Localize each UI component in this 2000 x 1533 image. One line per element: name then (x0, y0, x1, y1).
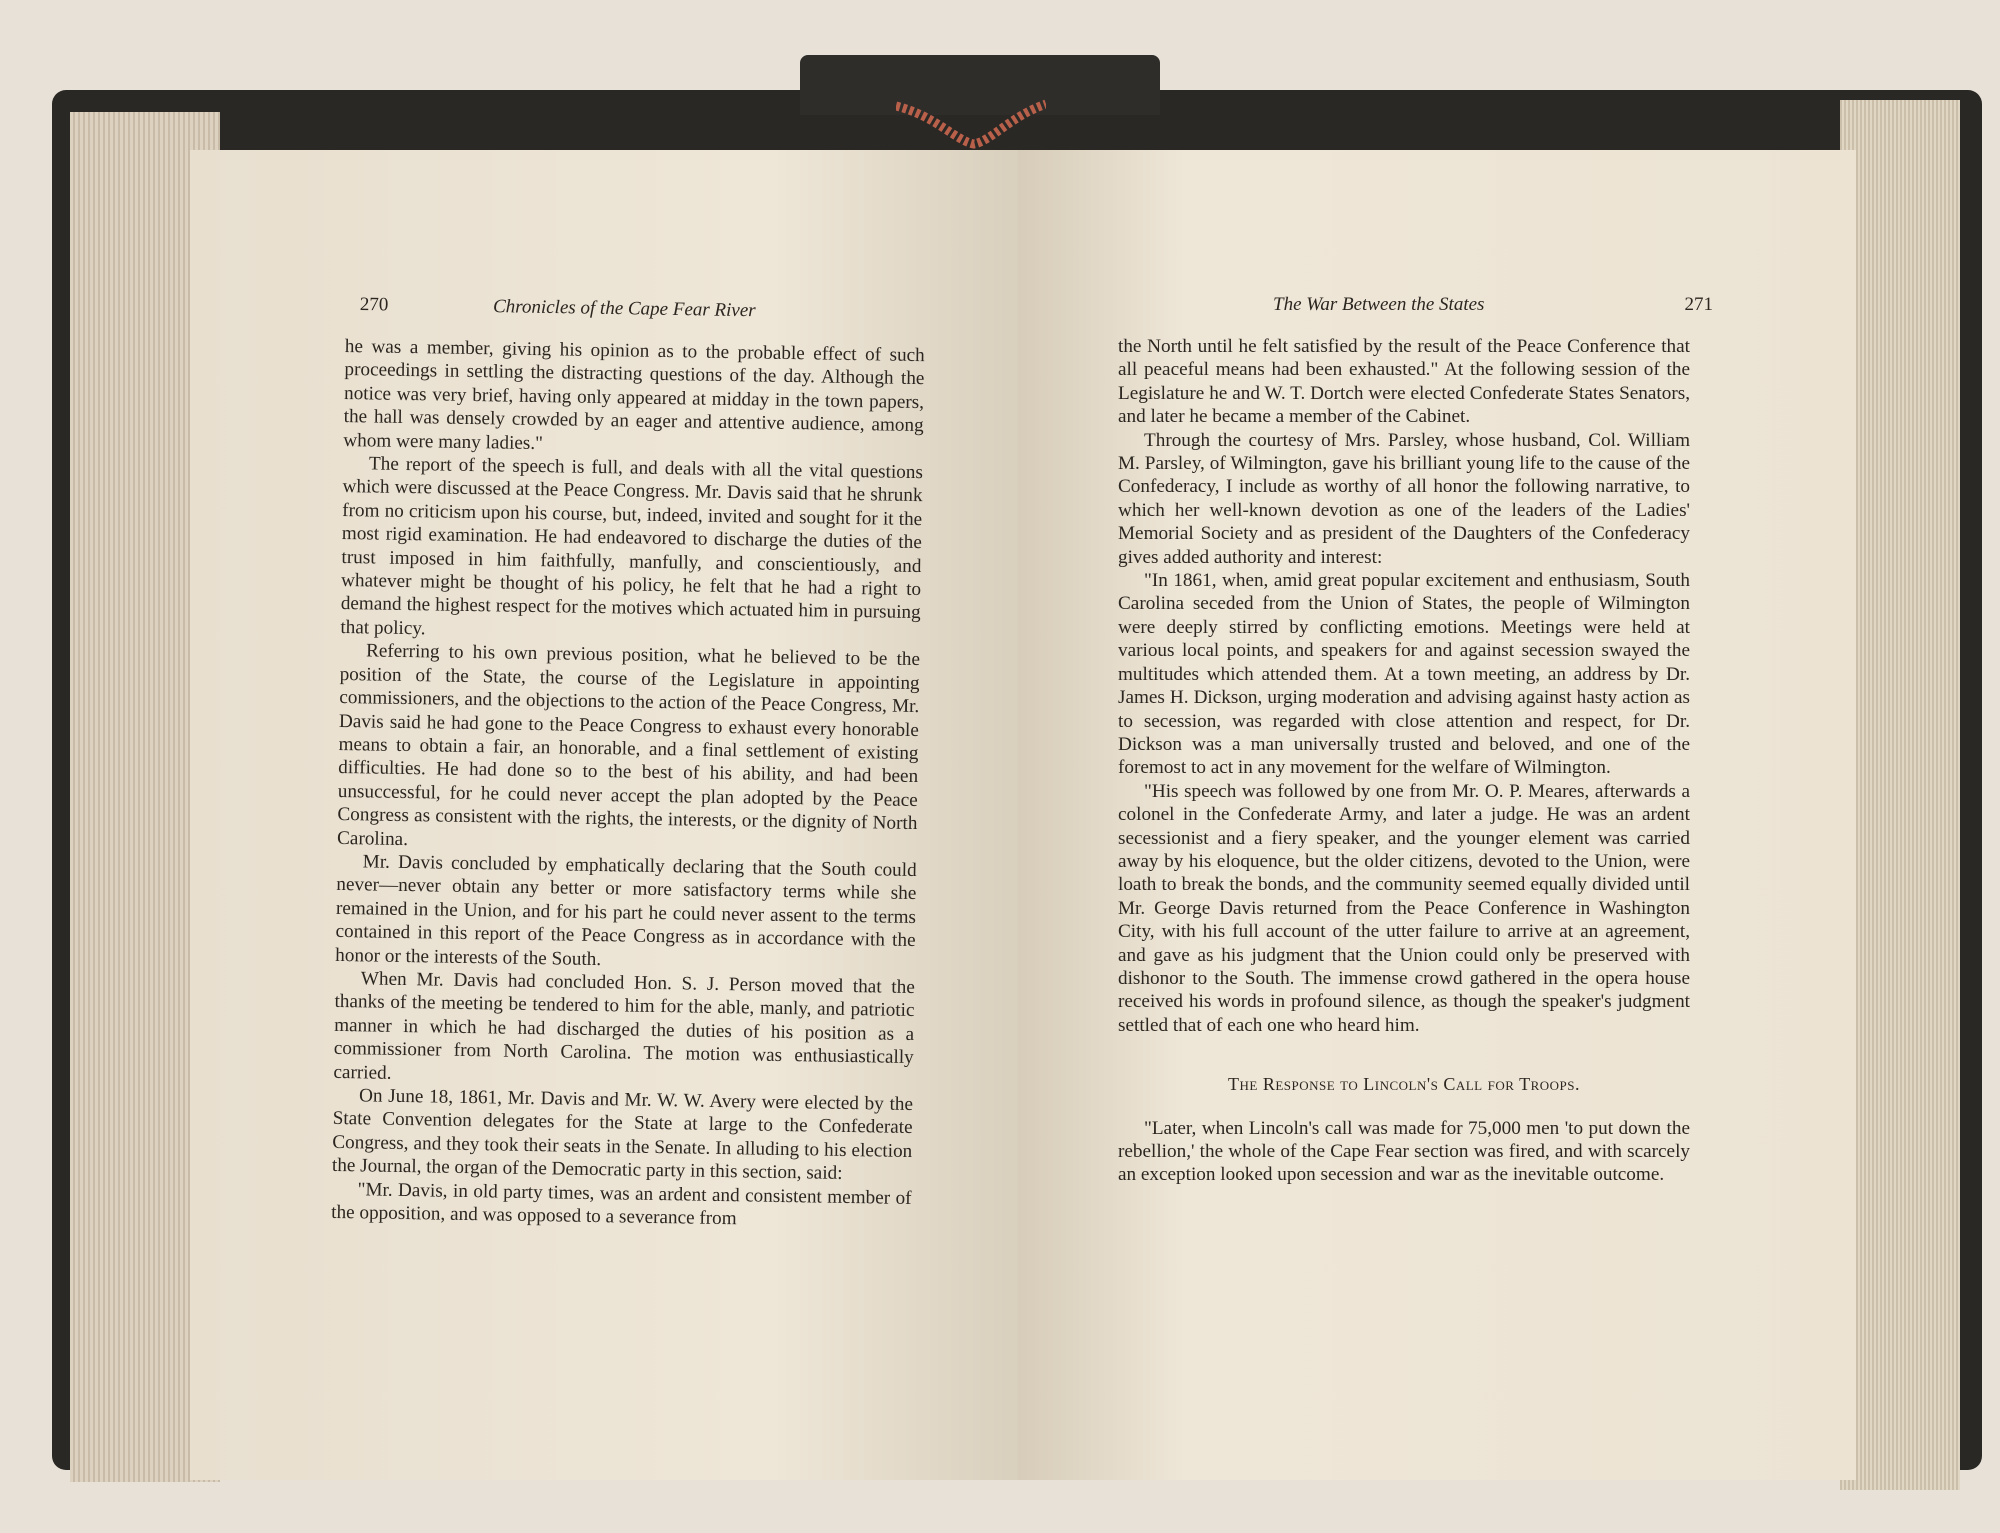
right-page (1018, 150, 1856, 1480)
section-heading: The Response to Lincoln's Call for Troops. (1228, 1074, 1580, 1095)
left-running-head (360, 294, 820, 323)
left-page (190, 150, 1020, 1480)
page-number: 271 (1684, 294, 1713, 315)
paragraph: "Later, when Lincoln's call was made for 75,000 men 'to put down the rebellion,' the whole of the Cape Fear section was fired, and with scarcely an exception looked upon secession and war as the inevitable outcome. (1118, 1117, 1690, 1186)
running-title: Chronicles of the Cape Fear River (492, 296, 756, 322)
right-body-text (1118, 335, 1690, 1187)
paragraph: Referring to his own previous position, what he believed to be the position of the State, the course of the Legislature in appointing commissioners, and the objections to the action of the Peace Congress, Mr. Davis said he had gone to the Peace Congress to exhaust every honorable means to obtain a fair, an honorable, and a final settlement of existing difficulties. He had done so to the best of his ability, and had been unsuccessful, for he could never accept the plan adopted by the Peace Congress as consistent with the rights, the interests, or the dignity of North Carolina. (336, 640, 921, 850)
paragraph: "In 1861, when, amid great popular excitement and enthusiasm, South Carolina seceded from the Union of States, the people of Wilmington were deeply stirred by conflicting emotions. Meetings were held at various local points, and speakers for and against secession swayed the multitudes which attended them. At a town meeting, an address by Dr. James H. Dickson, urging moderation and advising against hasty action as to secession, was regarded with close attention and respect, for Dr. Dickson was a man universally trusted and beloved, and one of the foremost to act in any movement for the welfare of Wilmington. (1118, 570, 1690, 779)
paragraph: the North until he felt satisfied by the result of the Peace Conference that all peaceful means had been exhausted." At the following session of the Legislature he and W. T. Dortch were elected Confederate States Senators, and later he became a member of the Cabinet. (1118, 336, 1690, 428)
page-number: 270 (359, 294, 389, 316)
paragraph: he was a member, giving his opinion as to the probable effect of such proceedings in settling the distracting questions of the day. Although the notice was very brief, having only appeared at midday in the town papers, the hall was densely crowded by an eager and attentive audience, among whom were many ladies." (343, 335, 925, 454)
right-running-head (1273, 294, 1713, 316)
paragraph: Mr. Davis concluded by emphatically declaring that the South could never—never obtain any better or more satisfactory terms while she remained in the Union, and for his part he could never assent to the terms contained in this report of the Peace Congress as in accordance with the honor or the interests of the South. (335, 851, 917, 970)
page-edges-right (1840, 100, 1960, 1490)
paragraph: Through the courtesy of Mrs. Parsley, whose husband, Col. William M. Parsley, of Wilmington, gave his brilliant young life to the cause of the Confederacy, I include as worthy of all honor the following narrative, to which her well-known devotion as one of the leaders of the Ladies' Memorial Society and as president of the Daughters of the Confederacy gives added authority and interest: (1118, 429, 1690, 568)
paragraph: When Mr. Davis had concluded Hon. S. J. Person moved that the thanks of the meeting be tendered to him for the able, manly, and patriotic manner in which he had discharged the duties of his position as a commissioner from North Carolina. The motion was enthusiastically carried. (333, 968, 915, 1084)
left-body-text (331, 335, 925, 1233)
paragraph: On June 18, 1861, Mr. Davis and Mr. W. W. Avery were elected by the State Convention delegates for the State at large to the Confederate Congress, and they took their seats in the Senate. In alluding to his election the Journal, the organ of the Democratic party in this section, said: (331, 1085, 914, 1185)
paragraph: The report of the speech is full, and deals with all the vital questions which were discussed at the Peace Congress. Mr. Davis said that he shrunk from no criticism upon his course, but, indeed, invited and sought for it the most rigid examination. He had endeavored to discharge the duties of the trust imposed in him faithfully, manfully, and conscientiously, and whatever might be thought of his policy, he felt that he had a right to demand the highest respect for the motives which actuated him in pursuing that policy. (340, 453, 924, 640)
ribbon-bookmark-icon (896, 96, 1046, 156)
running-title: The War Between the States (1273, 294, 1485, 315)
paragraph: "Mr. Davis, in old party times, was an ardent and consistent member of the opposition, and was opposed to a severance from (331, 1178, 912, 1230)
paragraph: "His speech was followed by one from Mr. O. P. Meares, afterwards a colonel in the Confederate Army, and later a judge. He was an ardent secessionist and a fiery speaker, and the younger element was carried away by his eloquence, but the older citizens, devoted to the Union, were loath to break the bonds, and the community seemed equally divided until Mr. George Davis returned from the Peace Conference in Washington City, with his full account of the utter failure to arrive at an agreement, and gave as his judgment that the Union could only be preserved with dishonor to the South. The immense crowd gathered in the opera house received his words in profound silence, as though the speaker's judgment settled that of each one who heard him. (1118, 780, 1690, 1036)
